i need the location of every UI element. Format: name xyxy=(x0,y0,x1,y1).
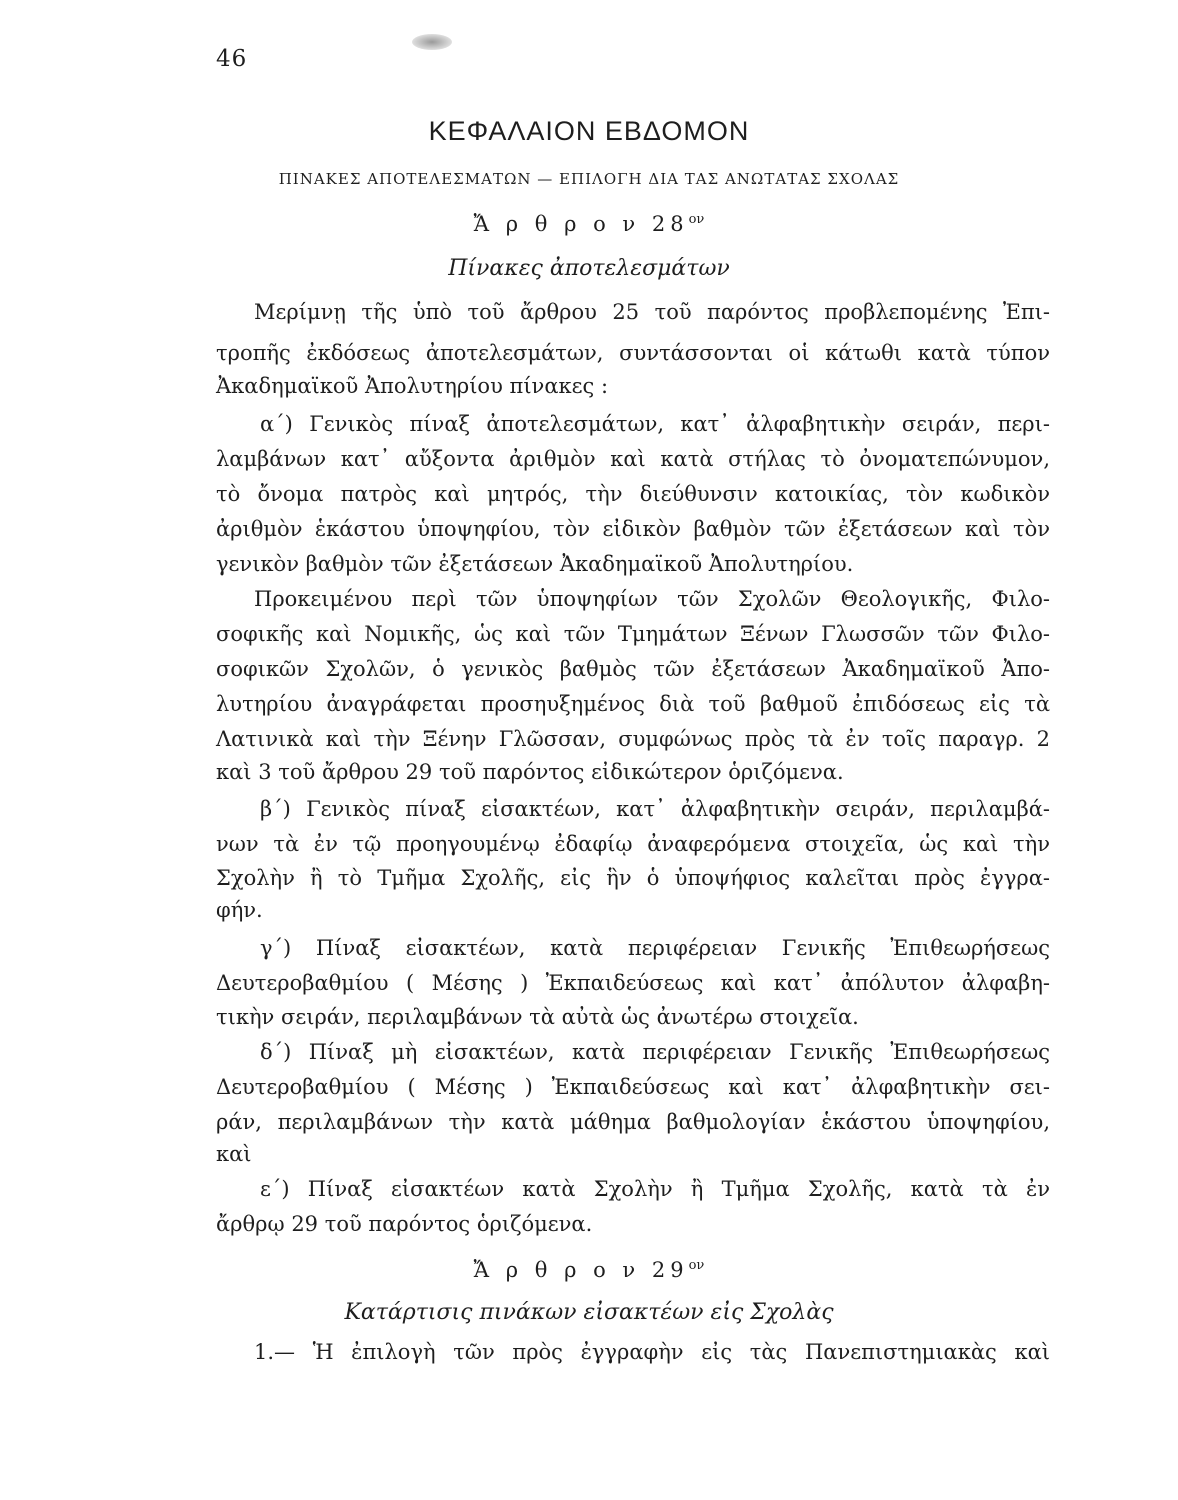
text-line: Ἀκαδημαϊκοῦ Ἀπολυτηρίου πίνακες : xyxy=(216,374,609,398)
article-29-heading-suffix: ον xyxy=(688,1258,705,1273)
text-line: Λατινικὰ καὶ τὴν Ξένην Γλῶσσαν, συμφώνως πρὸς τὰ ἐν τοῖς παραγρ. 2 xyxy=(216,727,1050,751)
article-29-heading-text: Ἄ ρ θ ρ ο ν 29 xyxy=(473,1258,689,1282)
text-line: τὸ ὄνομα πατρὸς καὶ μητρός, τὴν διεύθυνσιν κατοικίας, τὸν κωδικὸν xyxy=(216,482,1050,506)
text-line: φήν. xyxy=(216,898,263,922)
text-line: σοφικῆς καὶ Νομικῆς, ὡς καὶ τῶν Τμημάτων Ξένων Γλωσσῶν τῶν Φιλο- xyxy=(216,622,1050,646)
text-line: ράν, περιλαμβάνων τὴν κατὰ μάθημα βαθμολογίαν ἑκάστου ὑποψηφίου, xyxy=(216,1110,1050,1134)
chapter-title: ΚΕΦΑΛΑΙΟΝ ΕΒΔΟΜΟΝ xyxy=(428,116,750,146)
article-28-subtitle: Πίνακες ἀποτελεσμάτων xyxy=(448,256,730,281)
text-line: Δευτεροβαθμίου ( Μέσης ) Ἐκπαιδεύσεως καὶ κατ᾽ ἀπόλυτον ἀλφαβη- xyxy=(216,971,1050,995)
article-28-heading xyxy=(0,212,1178,236)
text-line: ἄρθρῳ 29 τοῦ παρόντος ὁριζόμενα. xyxy=(216,1212,593,1236)
chapter-subtitle: ΠΙΝΑΚΕΣ ΑΠΟΤΕΛΕΣΜΑΤΩΝ — ΕΠΙΛΟΓΗ ΔΙΑ ΤΑΣ ΑΝΩΤΑΤΑΣ ΣΧΟΛΑΣ xyxy=(278,170,900,188)
text-line: Προκειμένου περὶ τῶν ὑποψηφίων τῶν Σχολῶν Θεολογικῆς, Φιλο- xyxy=(254,587,1050,611)
text-line: καὶ xyxy=(216,1142,252,1166)
page-number: 46 xyxy=(216,46,248,72)
ink-smudge xyxy=(412,34,452,50)
text-line: τροπῆς ἐκδόσεως ἀποτελεσμάτων, συντάσσονται οἱ κάτωθι κατὰ τύπον xyxy=(216,341,1050,365)
article-28-heading-suffix: ον xyxy=(688,212,705,227)
article-28-heading-text: Ἄ ρ θ ρ ο ν 28 xyxy=(473,212,689,236)
text-line: ε΄) Πίναξ εἰσακτέων κατὰ Σχολὴν ἢ Τμῆμα Σχολῆς, κατὰ τὰ ἐν xyxy=(260,1177,1050,1201)
text-line: Μερίμνῃ τῆς ὑπὸ τοῦ ἄρθρου 25 τοῦ παρόντος προβλεπομένης Ἐπι- xyxy=(254,300,1050,324)
article-29-heading xyxy=(0,1258,1178,1282)
text-line: τικὴν σειράν, περιλαμβάνων τὰ αὐτὰ ὡς ἀνωτέρω στοιχεῖα. xyxy=(216,1005,859,1029)
text-line: λαμβάνων κατ᾽ αὔξοντα ἀριθμὸν καὶ κατὰ στήλας τὸ ὀνοματεπώνυμον, xyxy=(216,447,1050,471)
article-29-subtitle: Κατάρτισις πινάκων εἰσακτέων εἰς Σχολὰς xyxy=(344,1300,834,1325)
text-line: καὶ 3 τοῦ ἄρθρου 29 τοῦ παρόντος εἰδικώτερον ὁριζόμενα. xyxy=(216,760,844,784)
text-line: γ΄) Πίναξ εἰσακτέων, κατὰ περιφέρειαν Γενικῆς Ἐπιθεωρήσεως xyxy=(260,936,1050,960)
text-line: Δευτεροβαθμίου ( Μέσης ) Ἐκπαιδεύσεως καὶ κατ᾽ ἀλφαβητικὴν σει- xyxy=(216,1075,1050,1099)
text-line: ἀριθμὸν ἑκάστου ὑποψηφίου, τὸν εἰδικὸν βαθμὸν τῶν ἐξετάσεων καὶ τὸν xyxy=(216,517,1050,541)
text-line: νων τὰ ἐν τῷ προηγουμένῳ ἐδαφίῳ ἀναφερόμενα στοιχεῖα, ὡς καὶ τὴν xyxy=(216,832,1050,856)
text-line: δ΄) Πίναξ μὴ εἰσακτέων, κατὰ περιφέρειαν Γενικῆς Ἐπιθεωρήσεως xyxy=(260,1040,1050,1064)
text-line: σοφικῶν Σχολῶν, ὁ γενικὸς βαθμὸς τῶν ἐξετάσεων Ἀκαδημαϊκοῦ Ἀπο- xyxy=(216,657,1050,681)
text-line: Σχολὴν ἢ τὸ Τμῆμα Σχολῆς, εἰς ἣν ὁ ὑποψήφιος καλεῖται πρὸς ἐγγρα- xyxy=(216,866,1050,890)
text-line: γενικὸν βαθμὸν τῶν ἐξετάσεων Ἀκαδημαϊκοῦ Ἀπολυτηρίου. xyxy=(216,552,854,576)
text-line: λυτηρίου ἀναγράφεται προσηυξημένος διὰ τοῦ βαθμοῦ ἐπιδόσεως εἰς τὰ xyxy=(216,692,1050,716)
text-line: 1.— Ἡ ἐπιλογὴ τῶν πρὸς ἐγγραφὴν εἰς τὰς Πανεπιστημιακὰς καὶ xyxy=(254,1340,1050,1364)
text-line: β΄) Γενικὸς πίναξ εἰσακτέων, κατ᾽ ἀλφαβητικὴν σειράν, περιλαμβά- xyxy=(260,797,1050,821)
text-line: α΄) Γενικὸς πίναξ ἀποτελεσμάτων, κατ᾽ ἀλφαβητικὴν σειράν, περι- xyxy=(260,412,1050,436)
